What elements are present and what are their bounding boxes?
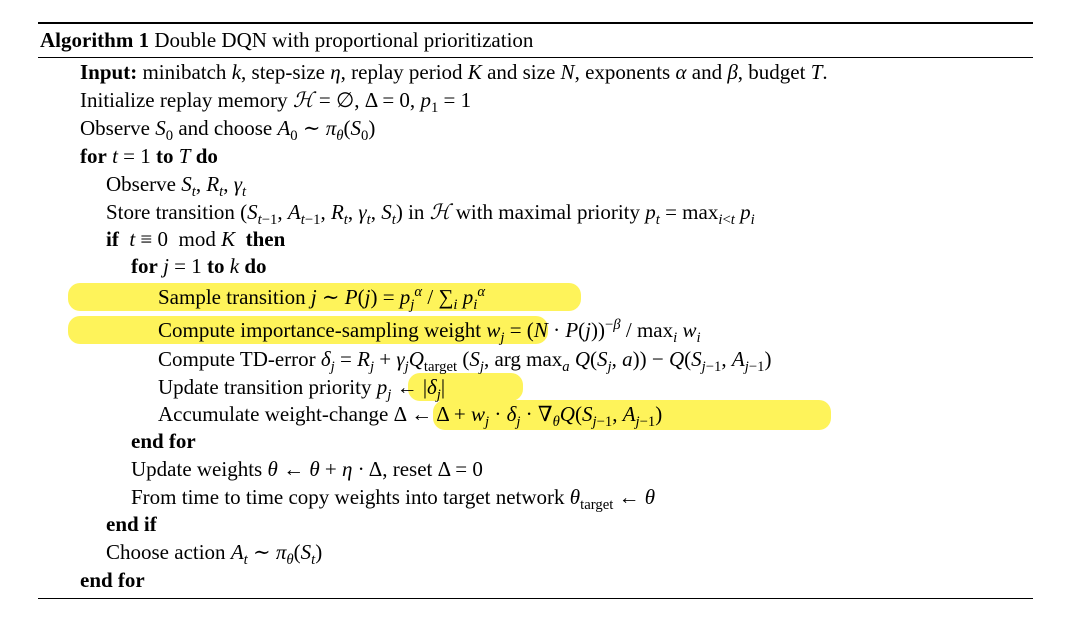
algorithm-label: Algorithm 1 xyxy=(40,28,150,52)
caption-rule xyxy=(38,57,1033,58)
algorithm-caption xyxy=(40,24,533,56)
algorithm-title: Double DQN with proportional prioritization xyxy=(154,28,534,52)
input-keyword: Input: xyxy=(80,60,138,84)
bottom-rule xyxy=(38,598,1033,599)
